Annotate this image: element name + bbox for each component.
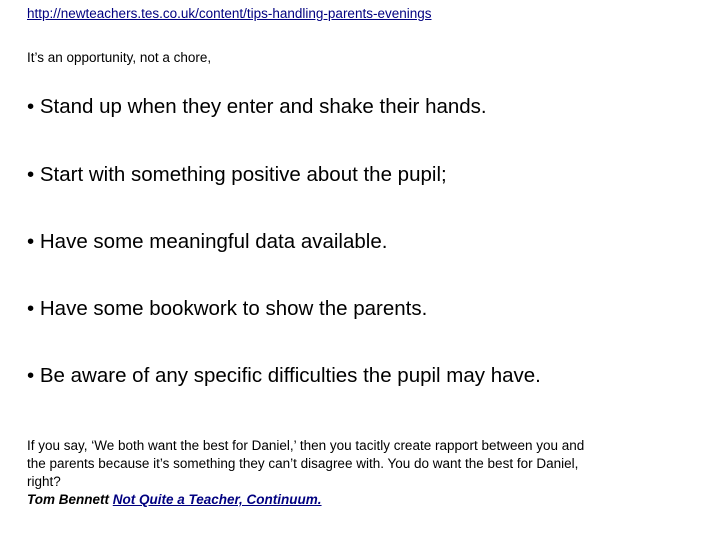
bullet-item: • Have some bookwork to show the parents. — [27, 297, 428, 320]
quote-author: Tom Bennett — [27, 492, 109, 507]
bullet-item: • Start with something positive about the pupil; — [27, 163, 447, 186]
intro-text: It’s an opportunity, not a chore, — [27, 50, 212, 65]
quote-block — [27, 437, 717, 509]
bullet-item: • Be aware of any specific difficulties the pupil may have. — [27, 364, 541, 387]
bullet-item: • Have some meaningful data available. — [27, 230, 388, 253]
quote-line: If you say, ‘We both want the best for Daniel,’ then you tacitly create rapport between you and — [27, 438, 585, 453]
citation — [27, 491, 717, 509]
source-title-link[interactable]: Not Quite a Teacher, Continuum. — [112, 492, 322, 507]
quote-line: right? — [27, 474, 61, 489]
quote-line: the parents because it’s something they can’t disagree with. You do want the best for Daniel, — [27, 456, 579, 471]
source-link[interactable]: http://newteachers.tes.co.uk/content/tips-handling-parents-evenings — [27, 6, 432, 21]
bullet-item: • Stand up when they enter and shake their hands. — [27, 95, 487, 118]
